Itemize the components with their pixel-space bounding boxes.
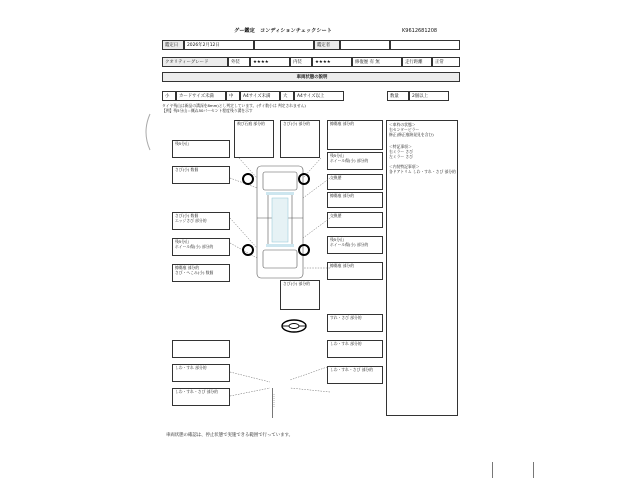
exterior-label: 外装 — [228, 57, 250, 67]
tire-front-right — [297, 172, 311, 186]
appraisal-blank — [254, 40, 314, 50]
tire-note-1: タイヤ残山は新品の溝深を8mm)とし判定しています。(サイ数小は 判定されません) — [162, 103, 306, 108]
repair-history-label: 修復歴 有 無 — [352, 57, 402, 67]
footer-note: 車両状態の確認は、停止状態で実施できる範囲で行っています。 — [166, 433, 293, 438]
size-medium: 中 — [226, 91, 240, 101]
right-box-10: しわ・すれ・さび 部分的 — [327, 366, 383, 384]
right-box-7: 擦傷痕 部分的 — [327, 262, 383, 280]
top-box-front-left: 飛び石痕 部分的 — [234, 120, 274, 158]
special-line-1: 右ミラー さび — [389, 149, 413, 154]
special-heading: ＜特記事項＞ — [389, 144, 412, 149]
bottom-box-rear: さび(小) 部分的 — [280, 280, 320, 310]
right-box-4: 擦傷痕 部分的 — [327, 192, 383, 208]
size-large-desc: A4サイズ以上 — [294, 91, 344, 101]
size-small-desc: カードサイズ未満 — [176, 91, 226, 101]
inspector-extra — [390, 40, 460, 50]
count-value: 2個以上 — [409, 91, 449, 101]
inspector-value — [340, 40, 390, 50]
odometer-value: 正常 — [432, 57, 460, 67]
steering-wheel-icon — [280, 318, 308, 334]
interior-stars: ★★★★ — [312, 57, 352, 67]
appraisal-date: 2026年2月12日 — [184, 40, 254, 50]
document-id: K9612681208 — [402, 28, 438, 34]
interior-label: 内装 — [290, 57, 312, 67]
section-title: 車両状態の説明 — [162, 72, 460, 82]
right-box-3: 交換歴 — [327, 174, 383, 190]
count-label: 数量 — [387, 91, 409, 101]
scan-line — [492, 462, 493, 478]
left-box-7: しわ・すれ 部分的 — [172, 364, 230, 382]
sheet-title: グー鑑定 コンディションチェックシート — [234, 28, 332, 34]
interior-heading: ＜内装特記事項＞ — [389, 164, 420, 169]
tire-rear-left — [241, 243, 255, 257]
left-box-3: さび(小) 数個 エッジさび 部分的 — [172, 212, 230, 230]
frame-line-2: 修正(修正痕跡発見を含む) — [389, 132, 434, 137]
scan-line — [533, 462, 534, 478]
inspector-label: 鑑定者 — [314, 40, 340, 50]
right-box-1: 擦傷痕 部分的 — [327, 120, 383, 150]
exterior-stars: ★★★★ — [250, 57, 290, 67]
left-box-1: 残5分山 — [172, 140, 230, 158]
frame-heading: ＜車枠の状態＞ — [389, 122, 416, 127]
special-line-2: 左ミラー さび — [389, 154, 413, 159]
left-box-5: 擦傷痕 部分的 さび・へこみ(小) 数個 — [172, 264, 230, 282]
appraisal-date-label: 鑑定日 — [162, 40, 184, 50]
right-box-6: 残5分山 ホイール傷(小) 部分的 — [327, 236, 383, 254]
seat-leader-lines — [230, 352, 330, 412]
left-box-8: しわ・すれ・さび 部分的 — [172, 388, 230, 406]
top-box-front-right: さび(小) 部分的 — [280, 120, 320, 158]
quality-grade-label: クオリティーグレード — [162, 57, 228, 67]
right-box-9: しわ・すれ 部分的 — [327, 340, 383, 358]
right-box-5: 交換歴 — [327, 212, 383, 228]
right-box-8: すれ・さび 部分的 — [327, 314, 383, 332]
tire-rear-right — [297, 243, 311, 257]
condition-check-sheet — [162, 22, 460, 442]
size-small: 小 — [162, 91, 176, 101]
interior-line-1: 各ドアトリム しわ・すれ・さび 部分的 — [389, 169, 456, 174]
tire-note-2: 【例】残5分山＝概ね50パーセント程度残り溝を示す — [162, 108, 253, 113]
odometer-label: 走行距離 — [402, 57, 432, 67]
left-box-4: 残5分山 ホイール傷(小) 部分的 — [172, 238, 230, 256]
tire-front-left — [241, 172, 255, 186]
size-medium-desc: A4サイズ未満 — [240, 91, 280, 101]
right-box-2: 残5分山 ホイール傷(小) 部分的 — [327, 152, 383, 170]
size-large: 大 — [280, 91, 294, 101]
left-box-2: さび(小) 数個 — [172, 166, 230, 184]
punch-mark — [140, 112, 154, 152]
scan-line — [272, 388, 273, 418]
frame-line-1: 右センターピラー — [389, 127, 420, 132]
left-box-6 — [172, 340, 230, 358]
notes-panel — [386, 120, 458, 416]
